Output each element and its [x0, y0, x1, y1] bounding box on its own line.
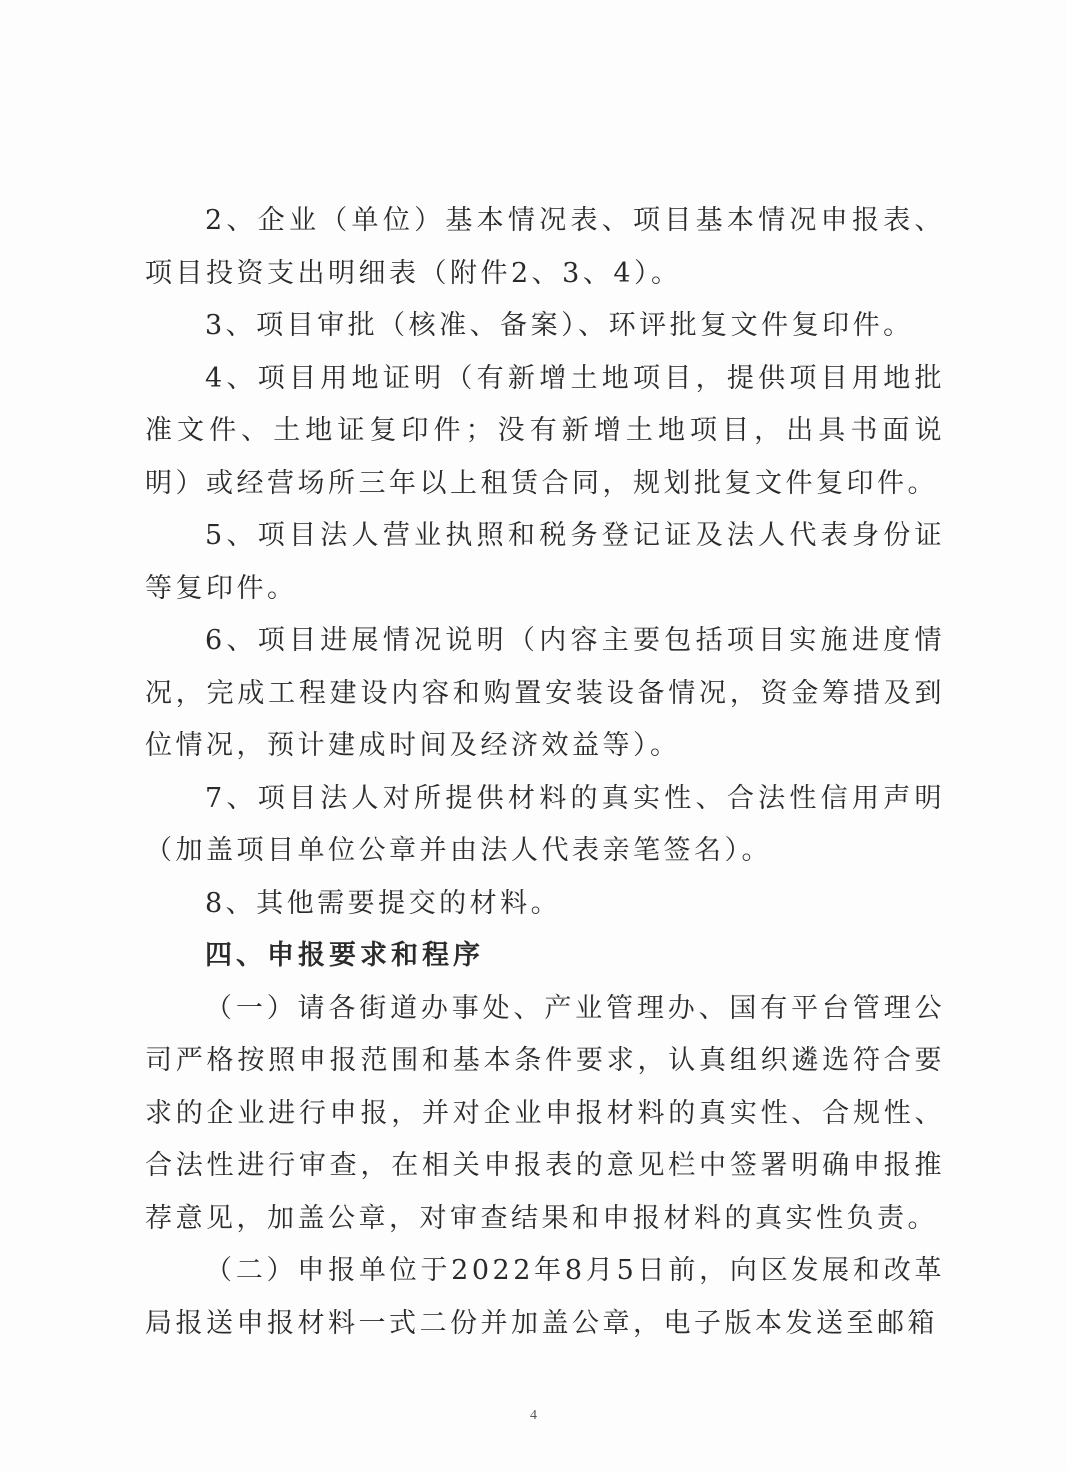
list-item-6: 6、项目进展情况说明（内容主要包括项目实施进度情况，完成工程建设内容和购置安装设备情况，资金筹措及到位情况，预计建成时间及经济效益等）。: [145, 625, 945, 761]
list-item-4: 4、项目用地证明（有新增土地项目，提供项目用地批准文件、土地证复印件；没有新增土地项目，出具书面说明）或经营场所三年以上租赁合同，规划批复文件复印件。: [145, 362, 945, 499]
list-item-2: 2、企业（单位）基本情况表、项目基本情况申报表、项目投资支出明细表（附件2、3、4）。: [145, 205, 945, 289]
section-heading: 四、申报要求和程序: [205, 940, 484, 971]
list-item-8: 8、其他需要提交的材料。: [205, 887, 562, 919]
list-item-3: 3、项目审批（核准、备案）、环评批复文件复印件。: [205, 310, 914, 341]
list-item-5: 5、项目法人营业执照和税务登记证及法人代表身份证等复印件。: [145, 520, 945, 604]
page-number: 4: [530, 1408, 537, 1423]
section-paragraph-1: （一）请各街道办事处、产业管理办、国有平台管理公司严格按照申报范围和基本条件要求，认真组织遴选符合要求的企业进行申报，并对企业申报材料的真实性、合规性、合法性进行审查，在相关申报表的意见栏中签署明确申报推荐意见，加盖公章，对审查结果和申报材料的真实性负责。: [145, 992, 945, 1234]
section-paragraph-2: （二）申报单位于2022年8月5日前，向区发展和改革局报送申报材料一式二份并加盖公章，电子版本发送至邮箱: [145, 1255, 945, 1339]
document-body: [145, 195, 945, 1350]
list-item-7: 7、项目法人对所提供材料的真实性、合法性信用声明（加盖项目单位公章并由法人代表亲笔签名）。: [145, 782, 945, 866]
